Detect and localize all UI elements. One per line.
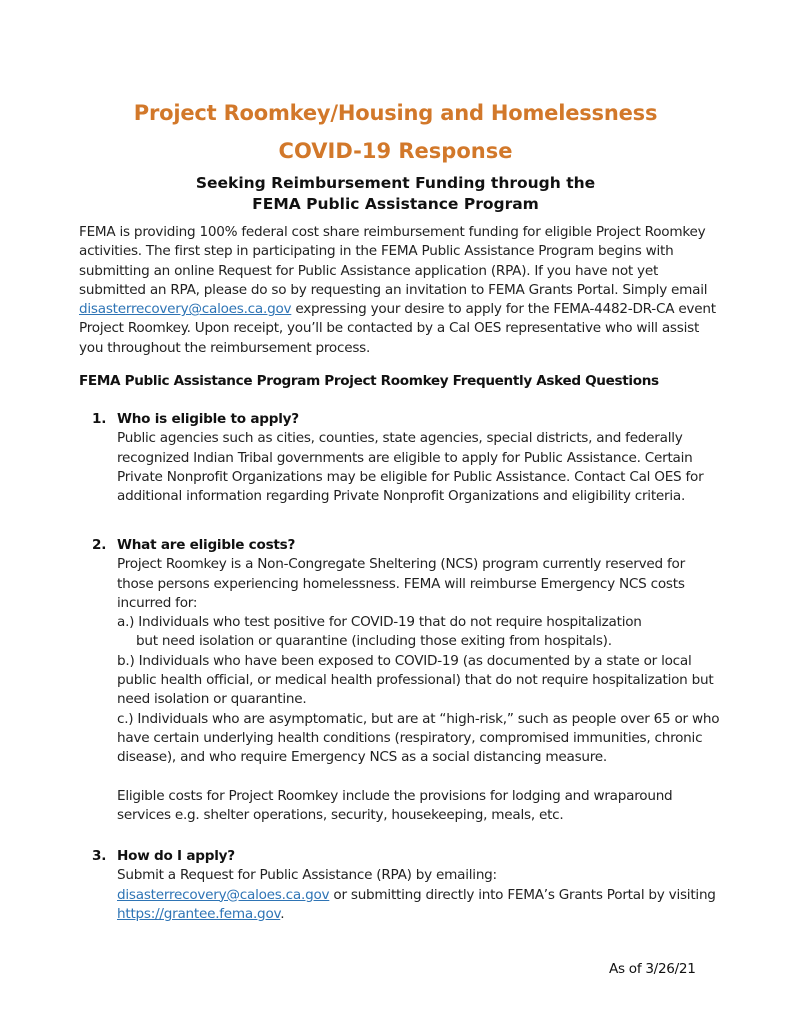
faq-question: What are eligible costs? bbox=[117, 537, 296, 553]
intro-text-after: expressing your desire to apply for the FEMA-4482-DR-CA event Project Roomkey. Upon receipt, you’ll be contacted by a Cal OES representative who will assist you throughout the reimbursement process. bbox=[79, 301, 716, 356]
faq-closing: Eligible costs for Project Roomkey include the provisions for lodging and wraparound services e.g. shelter operations, security, housekeeping, meals, etc. bbox=[117, 787, 673, 824]
document-subtitle bbox=[0, 173, 791, 215]
paragraph-spacer bbox=[117, 768, 722, 787]
document-title-subline: COVID-19 Response bbox=[278, 139, 513, 163]
intro-paragraph bbox=[79, 223, 719, 358]
faq-answer-intro: Project Roomkey is a Non-Congregate Sheltering (NCS) program currently reserved for those persons experiencing homelessness. FEMA will reimburse Emergency NCS costs incurred for: bbox=[117, 556, 685, 611]
grants-portal-link[interactable]: https://grantee.fema.gov bbox=[117, 905, 281, 922]
faq-list-item-b: b.) Individuals who have been exposed to COVID-19 (as documented by a state or local public health official, or medical health professional) that do not require hospitalization but need isolation or quarantine. bbox=[117, 652, 714, 708]
faq-item-eligibility bbox=[92, 410, 722, 506]
faq-question: Who is eligible to apply? bbox=[117, 411, 299, 427]
email-link[interactable]: disasterrecovery@caloes.ca.gov bbox=[117, 886, 330, 903]
faq-answer: Public agencies such as cities, counties, state agencies, special districts, and federally recognized Indian Tribal governments are eligible to apply for Public Assistance. Certain Private Nonprofit Organizations may be eligible for Public Assistance. Contact Cal OES for additional information regarding Private Nonprofit Organizations and eligibility criteria. bbox=[117, 430, 704, 505]
faq-answer-links bbox=[117, 886, 722, 925]
faq-heading: FEMA Public Assistance Program Project Roomkey Frequently Asked Questions bbox=[79, 373, 659, 389]
faq-list-item-a-continued: but need isolation or quarantine (including those exiting from hospitals). bbox=[136, 633, 612, 650]
document-title: Project Roomkey/Housing and Homelessness bbox=[133, 101, 658, 125]
faq-answer-line: Submit a Request for Public Assistance (RPA) by emailing: bbox=[117, 867, 497, 884]
faq-answer-end: . bbox=[280, 905, 285, 922]
subtitle-line-2: FEMA Public Assistance Program bbox=[252, 195, 539, 213]
faq-list-item-a: a.) Individuals who test positive for COVID-19 that do not require hospitalization bbox=[117, 614, 642, 631]
faq-answer-middle: or submitting directly into FEMA’s Grants Portal by visiting bbox=[329, 886, 716, 903]
faq-item-how-to-apply bbox=[92, 847, 722, 924]
intro-text-before: FEMA is providing 100% federal cost share reimbursement funding for eligible Project Roomkey activities. The first step in participating in the FEMA Public Assistance Program begins with submitting an online Request for Public Assistance application (RPA). If you have not yet submitted an RPA, please do so by requesting an invitation to FEMA Grants Portal. Simply email bbox=[79, 224, 708, 298]
faq-number: 1. bbox=[92, 411, 107, 427]
faq-list-item-c: c.) Individuals who are asymptomatic, but are at “high-risk,” such as people over 65 or who have certain underlying health conditions (respiratory, compromised immunities, chronic disease), and who require Emergency NCS as a social distancing measure. bbox=[117, 710, 720, 766]
subtitle-line-1: Seeking Reimbursement Funding through the bbox=[195, 174, 596, 192]
faq-number: 3. bbox=[92, 848, 107, 864]
email-link[interactable]: disasterrecovery@caloes.ca.gov bbox=[79, 301, 292, 318]
faq-number: 2. bbox=[92, 537, 107, 553]
faq-item-eligible-costs bbox=[92, 536, 722, 825]
faq-question: How do I apply? bbox=[117, 848, 235, 864]
as-of-date: As of 3/26/21 bbox=[609, 961, 696, 977]
